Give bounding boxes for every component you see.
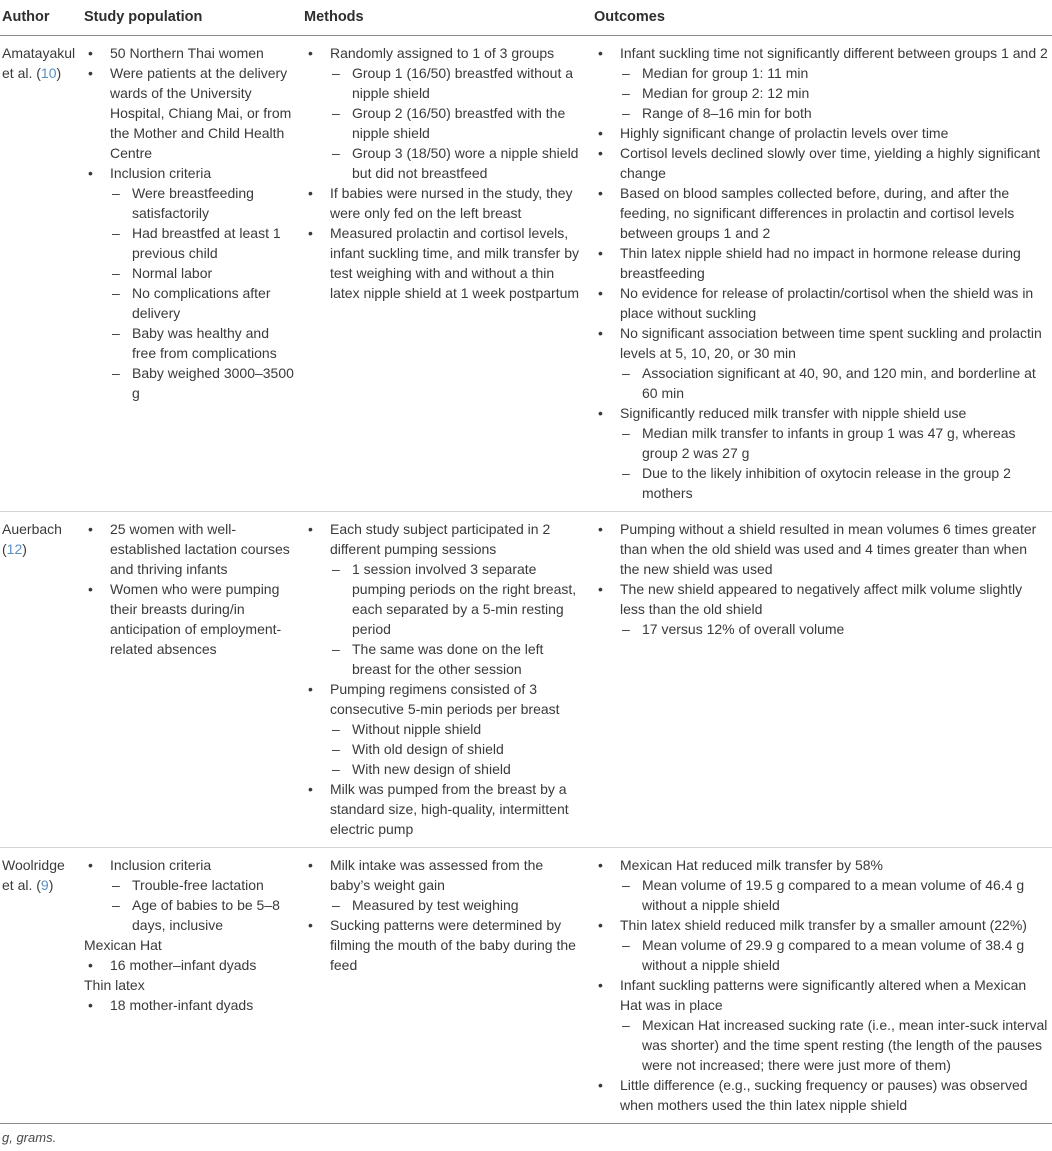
methods-bullet — [304, 519, 586, 679]
outcomes-sublist — [620, 619, 1048, 639]
methods-bullet-text: If babies were nursed in the study, they were only fed on the left breast — [330, 185, 573, 221]
methods-bullet — [304, 43, 586, 183]
population-group-heading: Mexican Hat — [84, 937, 162, 953]
footnote: g, grams. — [2, 1130, 57, 1145]
outcomes-bullet-text: Highly significant change of prolactin levels over time — [620, 125, 949, 141]
header-study-population: Study population — [80, 3, 300, 36]
outcomes-bullet-text: Infant suckling time not significantly different between groups 1 and 2 — [620, 45, 1048, 61]
header-row — [0, 3, 1052, 36]
methods-bullet — [304, 679, 586, 779]
population-bullet-text: Inclusion criteria — [110, 165, 212, 181]
population-bullet-text: 18 mother-infant dyads — [110, 997, 254, 1013]
methods-sub-bullet: – Without nipple shield — [330, 719, 586, 739]
outcomes-sub-bullet: – Median milk transfer to infants in group 1 was 47 g, whereas group 2 was 27 g — [620, 423, 1048, 463]
population-sub-bullet: – Baby weighed 3000–3500 g — [110, 363, 296, 403]
methods-cell — [300, 512, 590, 848]
population-bullet — [84, 855, 296, 935]
outcomes-sublist — [620, 1015, 1048, 1075]
outcomes-bullet — [594, 975, 1048, 1075]
author-cell — [0, 848, 80, 1124]
methods-bullet-text: Milk was pumped from the breast by a standard size, high-quality, intermittent electric pump — [330, 781, 569, 837]
methods-sublist — [330, 719, 586, 779]
outcomes-list — [594, 855, 1048, 1115]
outcomes-bullet — [594, 243, 1048, 283]
outcomes-bullet — [594, 43, 1048, 123]
header-methods: Methods — [300, 3, 590, 36]
outcomes-sublist — [620, 935, 1048, 975]
population-sub-bullet: – Trouble-free lactation — [110, 875, 296, 895]
methods-bullet-text: Each study subject participated in 2 different pumping sessions — [330, 521, 551, 557]
population-sub-bullet: – Had breastfed at least 1 previous child — [110, 223, 296, 263]
outcomes-bullet-text: Little difference (e.g., sucking frequency or pauses) was observed when mothers used the thin latex nipple shield — [620, 1077, 1028, 1113]
outcomes-bullet — [594, 123, 1048, 143]
outcomes-list — [594, 43, 1048, 503]
methods-bullet-text: Pumping regimens consisted of 3 consecutive 5-min periods per breast — [330, 681, 560, 717]
population-bullet — [84, 519, 296, 579]
outcomes-sub-bullet: – Due to the likely inhibition of oxytocin release in the group 2 mothers — [620, 463, 1048, 503]
outcomes-bullet-text: Thin latex shield reduced milk transfer by a smaller amount (22%) — [620, 917, 1027, 933]
outcomes-cell — [590, 512, 1052, 848]
methods-cell — [300, 36, 590, 512]
reference-link[interactable]: 10 — [40, 65, 57, 81]
author-paren: ) — [22, 541, 27, 557]
population-group-heading: Thin latex — [84, 977, 145, 993]
population-sub-bullet: – Normal labor — [110, 263, 296, 283]
outcomes-bullet — [594, 403, 1048, 503]
outcomes-bullet — [594, 283, 1048, 323]
methods-bullet-text: Measured prolactin and cortisol levels, infant suckling time, and milk transfer by test weighing with and without a thin latex nipple shield at 1 week postpartum — [330, 225, 580, 301]
population-cell — [80, 36, 300, 512]
population-bullet — [84, 995, 296, 1015]
author-cell — [0, 36, 80, 512]
outcomes-sublist — [620, 875, 1048, 915]
methods-sub-bullet: – 1 session involved 3 separate pumping periods on the right breast, each separated by a 5-min resting period — [330, 559, 586, 639]
outcomes-bullet-text: Cortisol levels declined slowly over time, yielding a highly significant change — [620, 145, 1041, 181]
outcomes-bullet — [594, 855, 1048, 915]
study-table — [0, 3, 1052, 1124]
population-list — [84, 43, 296, 403]
outcomes-bullet — [594, 519, 1048, 579]
methods-cell — [300, 848, 590, 1124]
methods-list — [304, 519, 586, 839]
outcomes-sublist — [620, 363, 1048, 403]
methods-sub-bullet: – Group 3 (18/50) wore a nipple shield but did not breastfeed — [330, 143, 586, 183]
outcomes-sub-bullet: – Median for group 2: 12 min — [620, 83, 1048, 103]
population-bullet — [84, 43, 296, 63]
population-bullet-text: 25 women with well-established lactation courses and thriving infants — [110, 521, 290, 577]
outcomes-bullet-text: Infant suckling patterns were significantly altered when a Mexican Hat was in place — [620, 977, 1027, 1013]
outcomes-bullet — [594, 323, 1048, 403]
methods-bullet — [304, 915, 586, 975]
outcomes-sublist — [620, 63, 1048, 123]
header-outcomes: Outcomes — [590, 3, 1052, 36]
methods-list — [304, 43, 586, 303]
author-name: Woolridge et al. ( — [2, 857, 65, 893]
outcomes-bullet — [594, 915, 1048, 975]
methods-sublist — [330, 559, 586, 679]
outcomes-bullet-text: No evidence for release of prolactin/cortisol when the shield was in place without suckling — [620, 285, 1034, 321]
outcomes-bullet-text: The new shield appeared to negatively affect milk volume slightly less than the old shield — [620, 581, 1023, 617]
author-cell — [0, 512, 80, 848]
outcomes-bullet — [594, 1075, 1048, 1115]
population-bullet — [84, 579, 296, 659]
outcomes-sub-bullet: – Mean volume of 19.5 g compared to a mean volume of 46.4 g without a nipple shield — [620, 875, 1048, 915]
population-sublist — [110, 183, 296, 403]
methods-list — [304, 855, 586, 975]
outcomes-sub-bullet: – Association significant at 40, 90, and 120 min, and borderline at 60 min — [620, 363, 1048, 403]
population-cell — [80, 848, 300, 1124]
reference-link[interactable]: 12 — [6, 541, 23, 557]
author-paren: ) — [56, 65, 62, 81]
population-bullet-text: 50 Northern Thai women — [110, 45, 264, 61]
outcomes-bullet — [594, 579, 1048, 639]
population-sub-bullet: – No complications after delivery — [110, 283, 296, 323]
header-author: Author — [0, 3, 80, 36]
population-bullet-text: Inclusion criteria — [110, 857, 212, 873]
outcomes-cell — [590, 36, 1052, 512]
reference-link[interactable]: 9 — [40, 877, 49, 893]
population-sub-bullet: – Were breastfeeding satisfactorily — [110, 183, 296, 223]
methods-sub-bullet: – With old design of shield — [330, 739, 586, 759]
outcomes-sub-bullet: – 17 versus 12% of overall volume — [620, 619, 1048, 639]
methods-sub-bullet: – Group 2 (16/50) breastfed with the nipple shield — [330, 103, 586, 143]
methods-sub-bullet: – With new design of shield — [330, 759, 586, 779]
population-bullet — [84, 955, 296, 975]
methods-bullet-text: Milk intake was assessed from the baby’s weight gain — [330, 857, 544, 893]
methods-bullet — [304, 855, 586, 915]
author-name: Auerbach ( — [2, 521, 62, 557]
methods-bullet-text: Sucking patterns were determined by filming the mouth of the baby during the feed — [330, 917, 576, 973]
population-bullet — [84, 163, 296, 403]
outcomes-bullet-text: Mexican Hat reduced milk transfer by 58% — [620, 857, 883, 873]
author-paren: ) — [48, 877, 54, 893]
population-bullet-text: 16 mother–infant dyads — [110, 957, 257, 973]
population-list — [84, 519, 296, 659]
outcomes-cell — [590, 848, 1052, 1124]
outcomes-bullet-text: Based on blood samples collected before, during, and after the feeding, no significant differences in prolactin and cortisol levels between groups 1 and 2 — [620, 185, 1015, 241]
population-bullet-text: Women who were pumping their breasts during/in anticipation of employment-related absences — [110, 581, 282, 657]
table-body — [0, 36, 1052, 1124]
outcomes-bullet — [594, 183, 1048, 243]
outcomes-bullet-text: No significant association between time spent suckling and prolactin levels at 5, 10, 20, or 30 min — [620, 325, 1042, 361]
outcomes-sub-bullet: – Mean volume of 29.9 g compared to a mean volume of 38.4 g without a nipple shield — [620, 935, 1048, 975]
methods-sublist — [330, 63, 586, 183]
table-row — [0, 848, 1052, 1124]
methods-sub-bullet: – Measured by test weighing — [330, 895, 586, 915]
methods-bullet — [304, 223, 586, 303]
table-row — [0, 512, 1052, 848]
methods-bullet — [304, 779, 586, 839]
methods-sub-bullet: – Group 1 (16/50) breastfed without a nipple shield — [330, 63, 586, 103]
methods-bullet — [304, 183, 586, 223]
outcomes-list — [594, 519, 1048, 639]
outcomes-bullet-text: Significantly reduced milk transfer with nipple shield use — [620, 405, 967, 421]
outcomes-bullet-text: Thin latex nipple shield had no impact in hormone release during breastfeeding — [620, 245, 1021, 281]
population-bullet-text: Were patients at the delivery wards of the University Hospital, Chiang Mai, or from the Mother and Child Health Centre — [110, 65, 292, 161]
outcomes-sub-bullet: – Mexican Hat increased sucking rate (i.e., mean inter-suck interval was shorter) and the time spent resting (the length of the pauses were not increased; there were just more of them) — [620, 1015, 1048, 1075]
population-sublist — [110, 875, 296, 935]
population-bullet — [84, 63, 296, 163]
table-row — [0, 36, 1052, 512]
population-list — [84, 955, 296, 975]
population-cell — [80, 512, 300, 848]
population-list — [84, 855, 296, 935]
outcomes-bullet-text: Pumping without a shield resulted in mean volumes 6 times greater than when the old shield was used and 4 times greater than when the new shield was used — [620, 521, 1037, 577]
methods-sublist — [330, 895, 586, 915]
outcomes-sub-bullet: – Median for group 1: 11 min — [620, 63, 1048, 83]
methods-bullet-text: Randomly assigned to 1 of 3 groups — [330, 45, 555, 61]
population-list — [84, 995, 296, 1015]
outcomes-sub-bullet: – Range of 8–16 min for both — [620, 103, 1048, 123]
methods-sub-bullet: – The same was done on the left breast for the other session — [330, 639, 586, 679]
author-name: Amatayakul et al. ( — [2, 45, 76, 81]
outcomes-sublist — [620, 423, 1048, 503]
population-sub-bullet: – Age of babies to be 5–8 days, inclusive — [110, 895, 296, 935]
outcomes-bullet — [594, 143, 1048, 183]
population-sub-bullet: – Baby was healthy and free from complications — [110, 323, 296, 363]
